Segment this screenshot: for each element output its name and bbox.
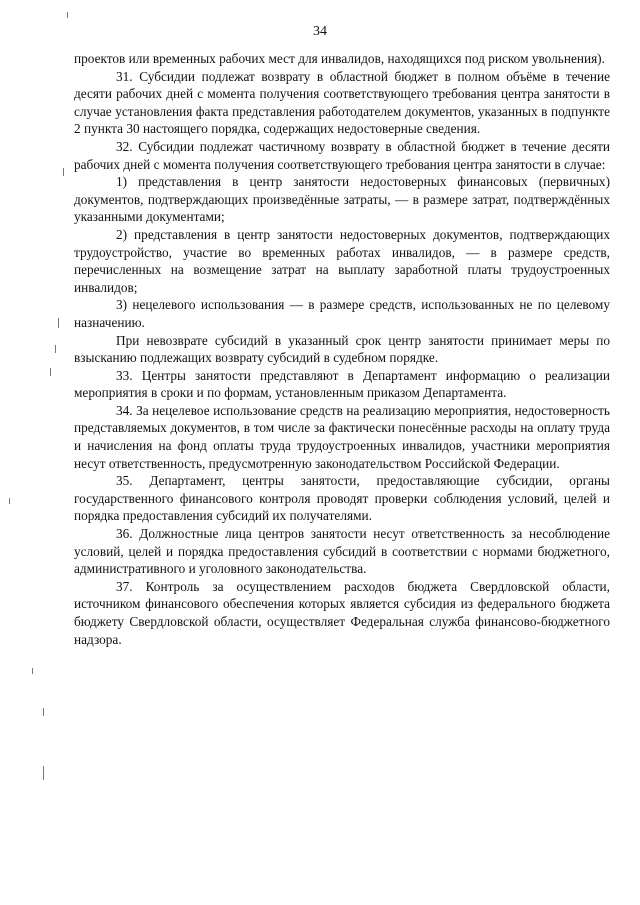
scan-speck	[43, 708, 44, 716]
paragraph-37: 37. Контроль за осуществлением расходов бюджета Свердловской области, источником финансового обеспечения которых является субсидия из федерального бюджета бюджету Свердловской области, осуществляет Федеральная служба финансово-бюджетного надзора.	[74, 578, 610, 647]
page-number: 34	[313, 24, 327, 39]
paragraph-32-item-2: 2) представления в центр занятости недостоверных документов, подтверждающих трудоустройство, участие во временных работах инвалидов, — в размере средств, перечисленных на возмещение затрат на выплату заработной платы трудоустроенных инвалидов;	[74, 226, 610, 295]
document-body	[74, 50, 610, 648]
paragraph-32-nonreturn: При невозврате субсидий в указанный срок центр занятости принимает меры по взысканию подлежащих возврату субсидий в судебном порядке.	[74, 332, 610, 366]
paragraph-32-item-3: 3) нецелевого использования — в размере средств, использованных не по целевому назначению.	[74, 297, 610, 330]
scan-speck	[43, 766, 44, 780]
scan-speck	[50, 368, 51, 376]
paragraph-36: 36. Должностные лица центров занятости несут ответственность за несоблюдение условий, целей и порядка предоставления субсидий в соответствии с нормами бюджетного, административного и уголовного законодательства.	[74, 526, 610, 577]
scan-speck	[9, 498, 10, 504]
scan-speck	[58, 318, 59, 328]
paragraph-34: 34. За нецелевое использование средств на реализацию мероприятия, недостоверность представляемых документов, в том числе за фактически понесённые расходы на оплату труда и начисления на фонд оплаты труда трудоустроенных инвалидов, участники мероприятия несут ответственность, предусмотренную законодательством Российской Федерации.	[74, 402, 610, 471]
paragraph-32: 32. Субсидии подлежат частичному возврату в областной бюджет в течение десяти рабочих дней с момента получения соответствующего требования центра занятости в случае:	[74, 138, 610, 172]
scan-speck	[55, 345, 56, 353]
scan-speck	[32, 668, 33, 674]
scan-speck	[67, 12, 68, 18]
scan-speck	[63, 168, 64, 176]
paragraph-33: 33. Центры занятости представляют в Департамент информацию о реализации мероприятия в сроки и по формам, установленным приказом Департамента.	[74, 367, 610, 401]
paragraph-35: 35. Департамент, центры занятости, предоставляющие субсидии, органы государственного финансового контроля проводят проверки соблюдения условий, целей и порядка предоставления субсидий их получателями.	[74, 473, 610, 524]
paragraph-continuation: проектов или временных рабочих мест для инвалидов, находящихся под риском увольнения).	[74, 51, 605, 66]
paragraph-32-item-1: 1) представления в центр занятости недостоверных финансовых (первичных) документов, подтверждающих произведённые затраты, — в размере затрат, подтверждённых указанными документами;	[74, 174, 610, 225]
paragraph-31: 31. Субсидии подлежат возврату в областной бюджет в полном объёме в течение десяти рабочих дней с момента получения соответствующего требования центра занятости в случае установления факта представления работодателем документов, указанных в подпункте 2 пункта 30 настоящего порядка, содержащих недостоверные сведения.	[74, 68, 610, 137]
